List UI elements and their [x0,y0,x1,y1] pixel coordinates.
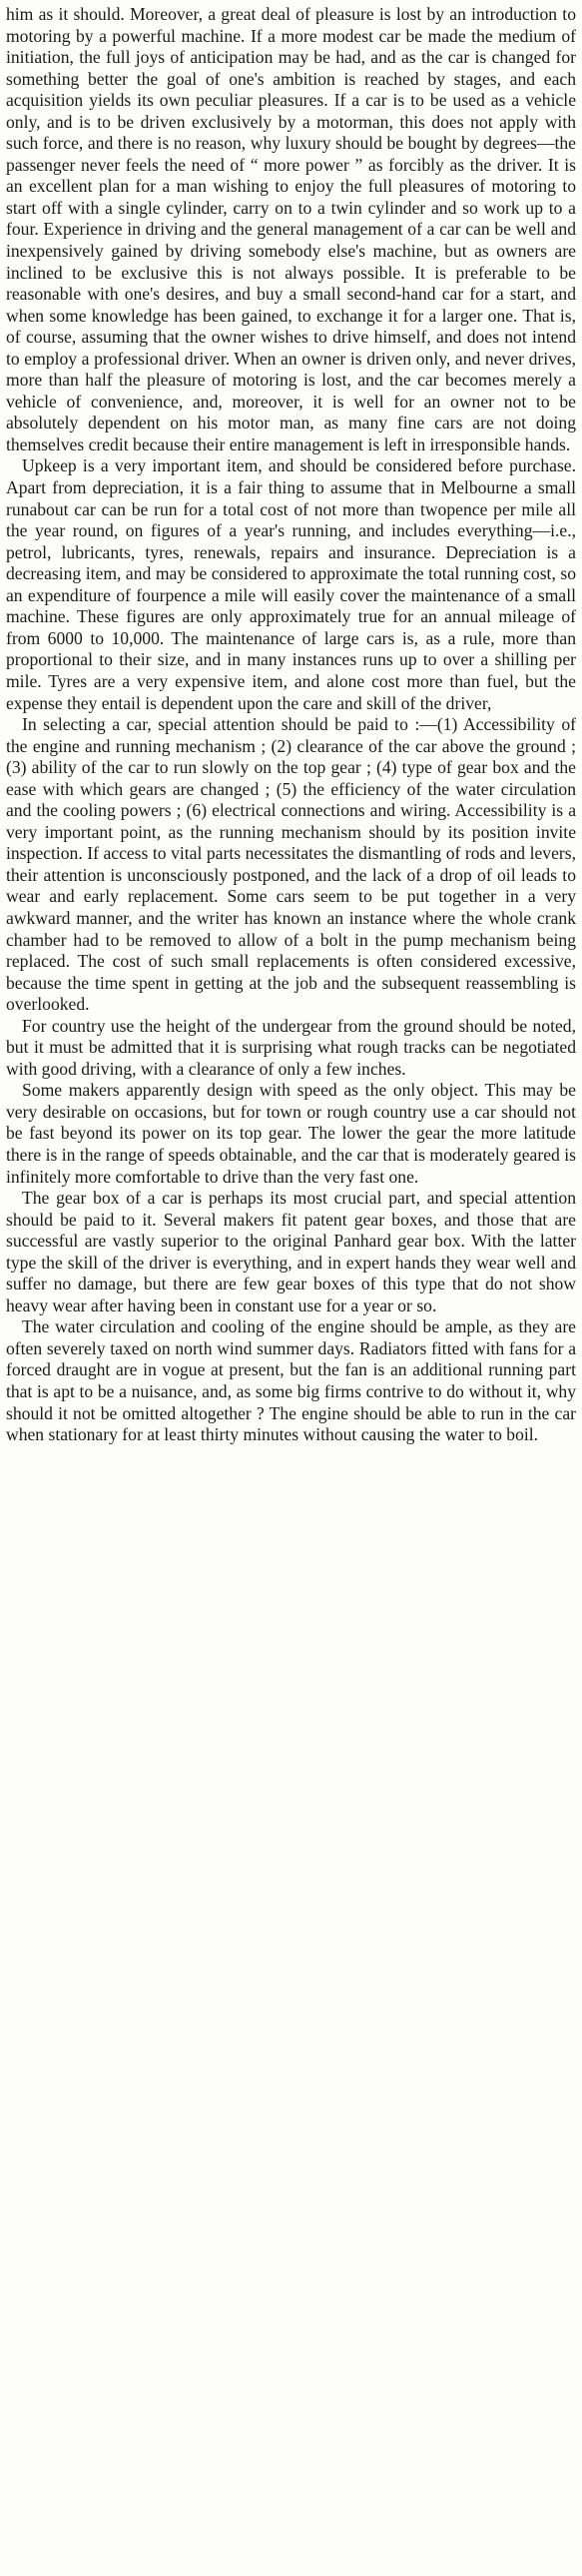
paragraph-intro: him as it should. Moreover, a great deal of pleasure is lost by an introduction to motoring by a powerful machine. If a more modest car be made the medium of initiation, the full joys of anticipation may be had, and as the car is changed for something better the goal of one's ambition is reached by stages, and each acquisition yields its own peculiar pleasures. If a car is to be used as a vehicle only, and is to be driven exclusively by a motorman, this does not apply with such force, and there is no reason, why luxury should be bought by degrees—the passenger never feels the need of “ more power ” as forcibly as the driver. It is an excellent plan for a man wishing to enjoy the full pleasures of motoring to start off with a single cylinder, carry on to a twin cylinder and so work up to a four. Experience in driving and the general management of a car can be well and inexpensively gained by driving somebody else's machine, but as owners are inclined to be exclusive this is not always possible. It is preferable to be reasonable with one's desires, and buy a small second-hand car for a start, and when some knowledge has been gained, to exchange it for a larger one. That is, of course, assuming that the owner wishes to drive himself, and does not intend to employ a professional driver. When an owner is driven only, and never drives, more than half the pleasure of motoring is lost, and the car becomes merely a vehicle of convenience, and, moreover, it is well for an owner not to be absolutely dependent on his motor man, as many fine cars are not doing themselves credit because their entire management is left in irresponsible hands. [6,4,576,454]
paragraph-water-circulation: The water circulation and cooling of the engine should be ample, as they are often severely taxed on north wind summer days. Radiators fitted with fans for a forced draught are in vogue at present, but the fan is an additional running part that is apt to be a nuisance, and, as some big firms contrive to do without it, why should it not be omitted altogether ? The engine should be able to run in the car when stationary for at least thirty minutes without causing the water to boil. [6,1316,576,1445]
paragraph-speed: Some makers apparently design with speed as the only object. This may be very desirable on occasions, but for town or rough country use a car should not be fast beyond its power on its top gear. The lower the gear the more latitude there is in the range of speeds obtainable, and the car that is moderately geared is infinitely more comfortable to drive than the very fast one. [6,1080,576,1187]
paragraph-upkeep: Upkeep is a very important item, and should be considered before purchase. Apart from depreciation, it is a fair thing to assume that in Melbourne a small runabout car can be run for a total cost of not more than twopence per mile all the year round, on figures of a year's running, and includes everything—i.e., petrol, lubricants, tyres, renewals, repairs and insurance. Depreciation is a decreasing item, and may be considered to approximate the total running cost, so an expenditure of fourpence a mile will easily cover the maintenance of a small machine. These figures are only approximately true for an annual mileage of from 6000 to 10,000. The maintenance of large cars is, as a rule, more than proportional to their size, and in many instances runs up to over a shilling per mile. Tyres are a very expensive item, and alone cost more than fuel, but the expense they entail is dependent upon the care and skill of the driver, [6,455,576,713]
paragraph-selecting-a-car: In selecting a car, special attention should be paid to :—(1) Accessibility of the engine and running mechanism ; (2) clearance of the car above the ground ; (3) ability of the car to run slowly on the top gear ; (4) type of gear box and the ease with which gears are changed ; (5) the efficiency of the water circulation and the cooling powers ; (6) electrical connections and wiring. Accessibility is a very important point, as the running mechanism should by its position invite inspection. If access to vital parts necessitates the dismantling of rods and levers, their attention is unconsciously postponed, and the lack of a drop of oil leads to wear and early replacement. Some cars seem to be put together in a very awkward manner, and the writer has known an instance where the whole crank chamber had to be removed to allow of a bolt in the pump mechanism being replaced. The cost of such small replacements is often considered excessive, because the time spent in getting at the job and the subsequent reassembling is overlooked. [6,714,576,1015]
paragraph-country-use: For country use the height of the undergear from the ground should be noted, but it must be admitted that it is surprising what rough tracks can be negotiated with good driving, with a clearance of only a few inches. [6,1015,576,1079]
paragraph-gear-box: The gear box of a car is perhaps its most crucial part, and special attention should be paid to it. Several makers fit patent gear boxes, and those that are successful are vastly superior to the original Panhard gear box. With the latter type the skill of the driver is everything, and in expert hands they wear well and suffer no damage, but there are few gear boxes of this type that do not show heavy wear after having been in constant use for a year or so. [6,1188,576,1315]
